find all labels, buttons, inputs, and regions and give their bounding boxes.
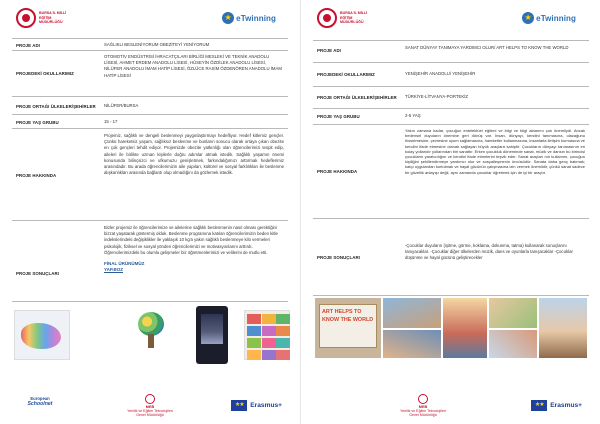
phone-screenshot-image [196, 306, 228, 364]
eu-flag-icon: ★★ [531, 400, 547, 411]
table-row: PROJEDEKİ OKULLARIMIZ YENİŞEHİR ANADOLU/ YENİŞEHİR [313, 62, 589, 86]
table-row: PROJE ORTAĞI ÜLKELER/ŞEHİRLER TÜRKİYE-LİTVANYA-PORTEKİZ [313, 86, 589, 108]
table-row: PROJE ADI SANAT DÜNYAY TANIMAYA YARDIMCI OLUR/ ART HELPS TO KNOW THE WORLD [313, 40, 589, 62]
etwinning-logo: ★ eTwinning [222, 12, 276, 24]
meb-seal-icon [418, 394, 428, 404]
meb-seal-icon [16, 8, 36, 28]
turkey-map-image [14, 310, 70, 360]
puzzle-grid-image [244, 310, 290, 360]
meb-logo: BURSA İL MİLLİ EĞİTİM MÜDÜRLÜĞÜ [16, 8, 75, 28]
page-header [10, 8, 290, 34]
meb-seal-icon [145, 394, 155, 404]
table-row: PROJE YAŞ GRUBU 15 - 17 [12, 114, 288, 128]
erasmus-logo: ★★ Erasmus+ [531, 400, 582, 411]
painting-photo [443, 298, 487, 358]
european-schoolnet-logo: European Schoolnet [27, 396, 53, 407]
yapboz-link[interactable]: YAP.BOZ [104, 267, 124, 273]
page-footer [311, 394, 590, 418]
table-row: PROJEDEKİ OKULLARIMIZ OTOMOTİV ENDÜSTRİSİ İHRACATÇILARI BİRLİĞİ MESLEKİ VE TEKNİK ANADOLU LİSESİ, AHMET ERDEM ANADOLU LİSESİ, HÜSEYİN ÖZDİLEK ANADOLU LİSESİ, NİLÜFER ANADOLU İMAM HATİP LİSESİ, ÖZLÜCE RASİM ÖZDENÖREN ANADOLU İMAM HATİP LİSESİ [12, 50, 288, 96]
table-row: PROJE SONUÇLARI -Çocuklar duyuların (işitme, görme, koklama, dokunma, tatma) kullanarak sonuçlarını tanıyacaklar. -Çocuklar diğer ülkelerden müzik, dans ve oyunlarla tanışacaklar -Çocuklar düşünme ve hayal gücünü geliştirecekler [313, 218, 589, 296]
meb-logo: BURSA İL MİLLİ EĞİTİM MÜDÜRLÜĞÜ [317, 8, 376, 28]
meb-yegitek-logo: MEB Yenilik ve Eğitim Teknolojileri Genel Müdürlüğü [114, 394, 186, 417]
erasmus-logo: ★★ Erasmus+ [231, 400, 282, 411]
tree-illustration-image [132, 308, 172, 356]
table-row: PROJE ORTAĞI ÜLKELER/ŞEHİRLER NİLÜFER/BURSA [12, 96, 288, 114]
children-photo [539, 298, 587, 358]
children-photo [489, 298, 537, 328]
table-row: PROJE SONUÇLARI Bizler projemiz ile öğrencilerimize ve ailelerine sağlıklı beslenmenin nasıl olması gerektiğini bizzat yaşatarak göstermiş olduk. Beslenme programına katılan öğrencilerimizin beden kitle indekslerindeki değişiklikler ile yaklaşık 10 kg'a yakın sağlıklı beslenmeye kilo vermeleri psikolojik, fiziksel ve sosyal yönden öğrencilerimizi ve motivasyonlarını arttırdı. Öğrencilerimizdeki bu olumlu gelişmeler biz öğretmenlerimizi ve velilerini de mutlu etti. FİNAL ÜRÜNÜMÜZ YAP.BOZ [12, 220, 288, 302]
children-photo [489, 330, 537, 358]
art-sign-photo: ART HELPS TO KNOW THE WORLD [315, 298, 381, 358]
etwinning-logo: ★ eTwinning [522, 12, 576, 24]
star-icon: ★ [522, 12, 534, 24]
children-photo [383, 298, 441, 328]
eu-flag-icon: ★★ [231, 400, 247, 411]
table-row: PROJE HAKKINDA Yakın zamana kadar, çocuğun entelektüel eğitimi ve bilgi ve bilgi aktarımı çok önemliydi. Ancak bedensel duyuların önemine geri dönüş var. İnsan, dünyayı, kendini tanımasına, olacağunu hissetmesine, çevresine uyum sağlamasına, hareketler kullanmasına, insanlarla iletişim kurmasına ve kendini ifade etmesine olanak sağlayan büyük araçlara sahiptir. Çocukların dünyayı tanımasının en kolay yollarıdır yollarından biri sanattır. Erken çocukluk döneminde sanat, müzik ve dansın bu birincisi çocukların yaratıcılığını ve kendini ifade etmelerini teşvik eder. Sanat araçları nın kullanımı, çocuğun kişiliğini şekillendirmeye yardımcı olur ve sosyalleşmenin öncüsüdür. Sanata daha genç bakmak; katıp uygulardan kurtulmak ve hayal gücünün çalışmasına izin vermek önemlidir, çünkü sanat sadece bir güzellik anlayışı değil, aynı zamanda çocuklar öğretmek için de iyi bir araçtır. [313, 124, 589, 218]
page-right [300, 0, 600, 424]
page-header [311, 8, 590, 34]
meb-yegitek-logo: MEB Yenilik ve Eğitim Teknolojileri Genel Müdürlüğü [387, 394, 459, 417]
meb-seal-icon [317, 8, 337, 28]
table-row: PROJE HAKKINDA Projemiz, sağlıklı ve dengeli beslenmeyi yaygınlaştırmayı hedefliyor. Hedef kitlemiz gençler. Çünkü hareketsiz yaşam, sağlıksız beslenme ve bunların sonucu olarak ortaya çıkan obezite en çok gençleri tehdit ediyor. Projemizde obezite yatkınlığı olan öğrencilerimizi tespit edip, aileleri ile birlikte uzman kişilerle doğru adımlar atmak istedik. Sağlıklı yaşamın önemi konusunda bilinçsizci ve ufkumuzu genişletmek, farkındalığımızı arttırmak hedeflerimiz arasındadır. Bu arada öğrencilerimizin aile yapıları, kültürel ve sosyal farklılıkları ile beslenme alışkanlıkları arasında bağlantı olup olmadığını da gözlemek istedik. [12, 128, 288, 220]
table-row: PROJE ADI SAĞLIKLI BESLENİYORUM OBEZİTEYİ YENİYORUM [12, 38, 288, 50]
page-footer [10, 394, 290, 418]
star-icon: ★ [222, 12, 234, 24]
table-row: PROJE YAŞ GRUBU 2-5 YAŞ [313, 108, 589, 124]
children-photo [383, 330, 441, 358]
